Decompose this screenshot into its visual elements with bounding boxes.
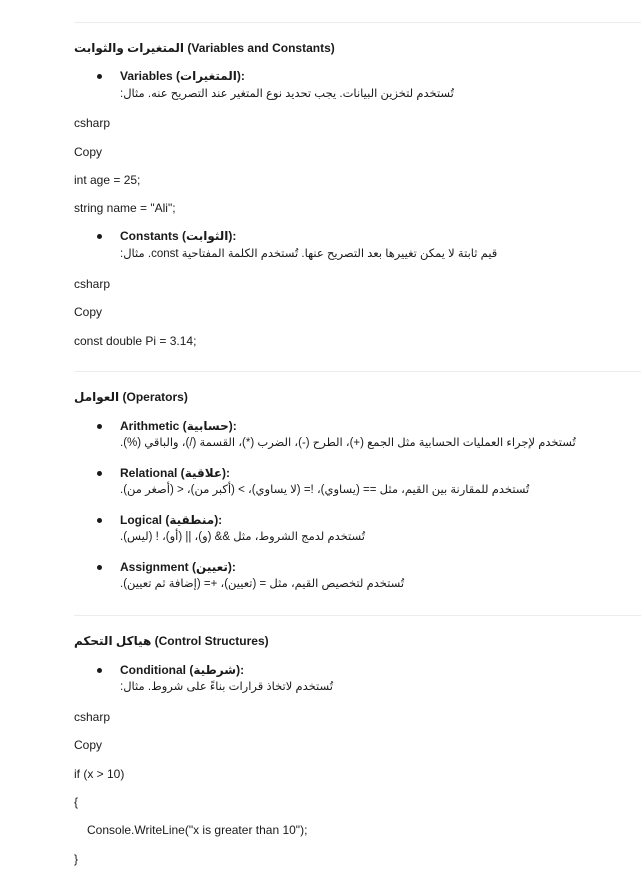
bullet-icon xyxy=(97,565,102,570)
constants-label: Constants (الثوابت): xyxy=(120,229,237,243)
copy-button[interactable]: Copy xyxy=(74,305,103,319)
code-line: if (x > 10) xyxy=(74,767,125,781)
constants-description: قيم ثابتة لا يمكن تغييرها بعد التصريح عنها. تُستخدم الكلمة المفتاحية const. مثال: xyxy=(120,248,498,260)
conditional-label: Conditional (شرطية): xyxy=(120,663,245,677)
relational-label: Relational (علاقية): xyxy=(120,466,231,480)
copy-button[interactable]: Copy xyxy=(74,738,103,752)
section-heading-operators: العوامل (Operators) xyxy=(74,390,188,404)
code-line: Console.WriteLine("x is greater than 10"); xyxy=(87,823,308,837)
relational-description: تُستخدم للمقارنة بين القيم، مثل == (يساوي)، != (لا يساوي)، > (أكبر من)، < (أصغر من). xyxy=(120,484,530,496)
code-lang-label: csharp xyxy=(74,710,111,724)
bullet-icon xyxy=(97,74,102,79)
section-heading-control-structures: هياكل التحكم (Control Structures) xyxy=(74,634,269,648)
code-lang-label: csharp xyxy=(74,116,111,130)
assignment-description: تُستخدم لتخصيص القيم، مثل = (تعيين)، += (إضافة ثم تعيين). xyxy=(120,578,405,590)
code-line: int age = 25; xyxy=(74,173,141,187)
conditional-description: تُستخدم لاتخاذ قرارات بناءً على شروط. مثال: xyxy=(120,681,333,693)
arithmetic-description: تُستخدم لإجراء العمليات الحسابية مثل الجمع (+)، الطرح (-)، الضرب (*)، القسمة (/)، والباقي (%). xyxy=(120,437,576,449)
logical-description: تُستخدم لدمج الشروط، مثل && (و)، || (أو)، ! (ليس). xyxy=(120,531,365,543)
bullet-icon xyxy=(97,234,102,239)
bullet-icon xyxy=(97,471,102,476)
bullet-icon xyxy=(97,668,102,673)
bullet-icon xyxy=(97,424,102,429)
code-line: } xyxy=(74,852,79,866)
assignment-label: Assignment (تعيين): xyxy=(120,560,236,574)
code-line: { xyxy=(74,795,79,809)
copy-button[interactable]: Copy xyxy=(74,145,103,159)
code-line: string name = "Ali"; xyxy=(74,201,176,215)
code-line: const double Pi = 3.14; xyxy=(74,334,197,348)
code-lang-label: csharp xyxy=(74,277,111,291)
section-heading-variables: المتغيرات والثوابت (Variables and Constants) xyxy=(74,41,335,55)
divider xyxy=(74,371,641,372)
arithmetic-label: Arithmetic (حسابية): xyxy=(120,419,237,433)
bullet-icon xyxy=(97,518,102,523)
variables-description: تُستخدم لتخزين البيانات. يجب تحديد نوع المتغير عند التصريح عنه. مثال: xyxy=(120,88,454,100)
variables-label: Variables (المتغيرات): xyxy=(120,69,245,83)
divider xyxy=(74,615,641,616)
logical-label: Logical (منطقية): xyxy=(120,513,223,527)
divider xyxy=(74,22,641,23)
